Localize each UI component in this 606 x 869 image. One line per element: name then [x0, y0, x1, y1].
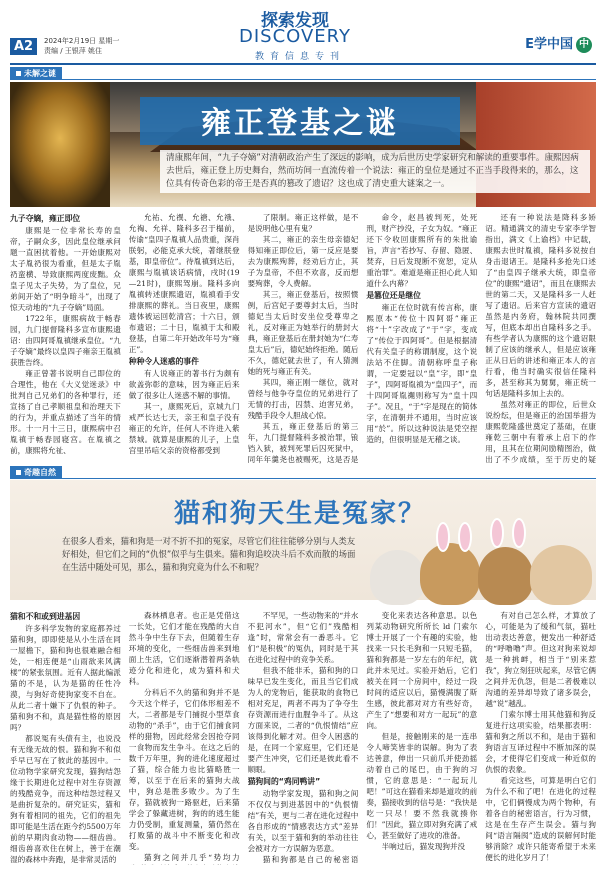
bunny-ear-icon	[512, 518, 526, 548]
article-title: 雍正登基之谜	[201, 106, 399, 141]
paragraph: 康熙是一位非常长寿的皇帝，子嗣众多，因此皇位继承问题一直困扰着他。一开始康熙对太子胤礽很为看重，但是太子胤礽蛮横、导致康熙两度废黜。众皇子见太子失势，为了皇位，兄弟间开始了“明争暗斗”，出现了惊天动地的“九子夺嫡”局面。	[10, 226, 121, 312]
paragraph: 动物学家发现，猫和狗之间不仅仅与到进基因中的“仇恨情结”有关，更与二者在进化过程中各自形成的“情感表达方式”差异有关，以至于猫和狗的举动往往会被对方一方误解为恶意。	[247, 789, 359, 853]
paragraph: 其三，雍正登基后，按照惯例，后宫妃子要尊封太后，当时德妃当太后时安坐位受尊卑之礼，反对雍正为她举行的册封大典，雍正登基后在册封她为“仁寿皇太后”后，德妃始终拒绝。随后不久，德妃就去世了，有人猜测她的死与雍正有关。	[247, 290, 359, 376]
article-title: 猫和狗天生是冤家？	[173, 499, 426, 529]
paragraph: 都说冤有头债有主，也说没有无缘无故的恨。猫和狗不和似乎早已写在了彼此的基因中。一位动物学家研究发现，猫狗结怨缘于长期进化过程中对生存资源的残酷竞争，而这种结怨过程又是曲折复杂的。研究证实，猫和狗有着相同的祖先，它们的祖先即可能是生活在距今约5500万年前的早期肉食动物——细齿兽。细齿兽喜欢住在树上，善于在潮湿的森林中奔跑，是非常灵活的	[10, 734, 121, 864]
paragraph: 雍正在位时就有传言称，康熙原本“传位十四阿哥”雍正将“十”字改成了“于”字，变成了“传位于四阿哥”。但是根据清代有关皇子的称谓制度，这个说法站不住脚。清朝称呼皇子称谓，一定要冠以“皇”字，即“皇子”，四阿哥胤禛为“皇四子”，而十四阿哥胤禵则称写为“皇十四子”。况且，“于”字是现在的简体字，在清朝并不通用，当时应该用“於”。所以这种说法是凭空捏造的，但很明显是无稽之谈。	[366, 303, 478, 444]
paragraph: 雍正曾著书说明自己即位的合理性，他在《大义觉迷录》中批判自己兄弟们的各种罪行，还宣扬了自己孝顺祖皇和治理天下的行为，并重点描述了当年的情形。十一月十三日，康熙病中召胤禛于畅春园寝宫。在胤禛之前，康熙将允祉、	[10, 369, 121, 455]
cat-image	[370, 550, 425, 605]
text-column	[129, 610, 240, 865]
text-column	[485, 610, 596, 865]
section-tag-mystery: 未解之谜	[10, 67, 62, 79]
brand-logo-icon: 中	[576, 37, 592, 53]
subheading: 九子夺嫡，雍正即位	[10, 214, 81, 223]
text-column	[129, 212, 240, 465]
paragraph: 其五，雍正登基后的第三年，九门提督隆科多被治罪，锒铛入狱，被判死罪后囚死狱中，同年年羹尧也被赐死，这是否是	[247, 422, 359, 464]
masthead	[0, 0, 606, 64]
masthead-rule	[10, 63, 596, 65]
article-lead: 清康熙年间，“九子夺嫡”对清朝政治产生了深远的影响，成为后世历史学家研究和解读的重要事件。康熙因病去世后，雍正登上历史舞台，然而坊间一直流传着一个说法：雍正的皇位是通过不正当手段得来的，那么，这位具有传奇色彩的帝王是否真的篡改了遗诏？这也成了清史重大谜案之一。	[160, 150, 590, 193]
bunny-ear-icon	[490, 518, 504, 548]
text-column	[366, 610, 477, 865]
section-divider	[10, 478, 596, 479]
text-column	[485, 212, 596, 465]
paragraph: 许多科学发物的家庭都养过猫和狗，即即使是从小生活在同一屋檐下，猫和狗也很难融合相处，一相连便是“山雨欲来风满楼”的紧张氛围。近有人据此编派猫的不是，认为是猫的任性冷漠，与狗好奇使狗家变不自在。从此二者十嫌下了仇恨的种子。猫和狗不和，真是猫性格的原因吗？	[10, 624, 121, 732]
paragraph: 命令，赵昌被判死，处死刑，财产抄没，子女为奴。“雍正还下令收回康熙所有的朱批谕旨，声言“若抄写、存留、隐匿、焚弃，日后发现断不宽恕，定从重治罪”。难道是雍正担心此人知道什么内幕？	[366, 213, 478, 288]
paragraph: 但我不能非禾，猫和狗的口味早已发生变化，而且当它们成为人的宠物后，能获取的食物已相对充足，两者不再为了争夺生存资源而进行血腥争斗了。从这方面来说，二者的“仇恨情结”应该得到化解才对。但令人困惑的是，在同一个家庭里，它们还是要产生冲突，它们还是彼此看不顺眼。	[247, 666, 359, 774]
paragraph: 猫狗之间并几乎“势均力	[143, 853, 240, 862]
issue-date: 2024年2月19日 星期一	[44, 37, 120, 45]
dog-image	[478, 547, 533, 605]
subheading: 种种令人迷惑的事件	[128, 357, 199, 366]
masthead-title-cn: 探索发现	[261, 11, 329, 31]
brand-name: E学中国	[525, 37, 573, 52]
paragraph: 猫和狗都是自己的秘密语	[262, 855, 359, 864]
paragraph: 分科后不久的猫和狗并不是今天这个样子，它们体形相差不大，二者都是专门捕捉小型草食动物的“杀手”，由于它们捕食同样的猎物，因此经常会因抢夺同一食物而发生争斗。在这之后的数千万年里，狗的进化速度超过了猫，综合能力也比猫略胜一筹，以至于在后来的猫狗大战中，狗总是胜多败少。为了生存，猫就被狗一路驱赶，后来猫学会了躲藏进树，狗的的逃生能力仍受制，重复测量，猫仍然在打败猫的战斗中不断变化和改变。	[128, 688, 240, 851]
paragraph: 有人说雍正的著书行为颇有欲盖弥彰的意味，因为雍正后来做了很多让人迷惑不解的事情。	[128, 369, 240, 400]
cat-image	[530, 545, 592, 605]
subheading: 是篡位还是继位	[366, 291, 421, 300]
masthead-title-en: DISCOVERY	[238, 26, 352, 47]
text-column	[248, 610, 359, 865]
pets-illustration	[370, 530, 595, 605]
paragraph: 其四，雍正刚一继位，就对曾经与他争夺皇位的兄弟进行了无情的打击，囚禁、迫害兄弟，残酷手段令人胆战心惊。	[247, 378, 359, 420]
paragraph: 还有一种说法是降科多矫诏。精通满文的清史专家李学智指出，满文《上谕档》中记载，康熙去世时胤禛，隆科多说按自身击退诸王。是隆科多抢先口述了“由皇四子继承大统，即皇帝位”的康熙“遗诏”，而且在康熙去世的第二天，又是隆科多一人赶写了遗诏。后来官方宣读的遗诏虽然是内务府，翰林院共同撰写，但底本却出自隆科多之手。有些学者认为康熙的这个遗诏限制了应该的继承人，但是应该雍正从日后的讲述和雍正本人的言行看，他当时确实很信任隆科多，甚至称其为舅舅，雍正统一句话是隆科多加上去的。	[485, 213, 596, 398]
paragraph: 1722年，康熙病故于畅春园，九门提督隆科多宣布康熙遗诏：由四阿哥胤禛继承皇位。“九子夺嫡”最终以皇四子雍亲王胤禛获胜告终。	[10, 314, 121, 367]
page-number: A2	[10, 38, 37, 55]
bronze-lion-image	[10, 82, 110, 207]
subheading: 猫狗间的“鸡同鸭讲”	[247, 777, 321, 786]
paragraph: 了限制。雍正这样做，是不是说明他心里有鬼？	[247, 213, 359, 233]
bunny-ear-icon	[436, 522, 450, 552]
text-column	[366, 212, 477, 465]
brand[interactable]	[525, 33, 592, 53]
text-column	[10, 212, 121, 465]
paragraph: 其二，雍正的亲生母亲德妃得知雍正即位后，第一反应是要去为康熙殉葬，经劝后方止，其子为皇帝，不但不欢喜，反而想要殉葬，令人费解。	[247, 235, 359, 288]
section-divider	[10, 79, 596, 80]
paragraph: 看完这些，可算是明白它们为什么不和了吧！在进化的过程中，它们俩慢成为两个物种，有着各自的秘密语言，行为习惯，这是在生存产生误会。猫与狗间“语言隔阂”造成的误解何时能够消除？或许只能寄希望于未来便长的进化岁月了！	[485, 776, 596, 862]
paragraph: 半响过后，猫发现狗并没	[381, 842, 466, 851]
paragraph: 有对自己怎么样，才算放了心，可能是为了缓和气氛，猫吐出动表达善意，便发出一种舒适的“呼噜噜”声。但这对狗来说却是一种挑衅，相当于“别来惹我”，狗立刻狂吠起来，尽管它俩之间并无仇怨，但是二者极难以沟通的差异却导致了诸多误会，越“说”越乱。	[485, 611, 596, 708]
paragraph: 虽然对雍正的即位，后世众说纷纭，但是雍正的治国举措为康熙乾隆盛世奠定了基础，在康雍乾三朝中有着承上启下的作用，且其在位期间励精图治，做出了不少成绩，至于历史的疑	[485, 400, 596, 464]
paragraph: 其一，康熙死后，京城九门戒严长达七天，亲王和皇子没有雍正的允许，任何人不许进入紫禁城。就算是康熙的儿子，上皇宫里吊唁父亲的资格都受到	[128, 402, 240, 455]
editor-credit: 责编 / 王银萍 姚住	[44, 47, 103, 55]
paragraph: 变化来表达各种意思。以色列某动物研究所所长 ld 门索尔博士开展了一个有趣的实验，他找来一只长毛狗和一只短毛猫，猫和狗都是一岁左右的年纪，就此并未见过。实验开始后，它们被关在同一个房间中，经过一段时间的适应以后，猫慢满腹了斯生感，彼此都对对方有些好奇，产生了“想要和对方一起玩”的意向。	[366, 611, 478, 730]
paragraph: 门索尔博士用其他猫和狗反复进行这项实验，结果都表明：猫和狗之所以不和，是由于猫和狗语言互译过程中不断加深的误会，才使得它们变成一种近似的仇恨的表象。	[485, 710, 596, 774]
paragraph: 但是，接触刚来的是一连串令人啼笑皆非的误解。狗为了表达善意，伸出一只前爪并使劲摇动着自己的尾巴，由于狗的习惯，它的意思是：“一起玩儿吧！”可这在猫看来却是道攻的前奏，猫接收到的信号是：“我快是吃一只尽！要不然我就揍你们！”因此，猫立即对狗充满了戒心，甚至做好了进攻的准备。	[366, 732, 478, 840]
section-tag-nature: 奇趣自然	[10, 466, 62, 478]
text-column	[248, 212, 359, 465]
paragraph: 允祐、允禩、允禟、允䄉、允裪、允祥、隆科多召于榻前，传谕“皇四子胤禛人品贵重，深肖朕躬，必能克承大统，著继朕登基，即皇帝位”。待胤禛到达后，康熙与胤禛谈话病情，戌时(19—21时)，康熙驾崩。隆科多向胤禛转述康熙遗诏，胤禛看手安排康熙的葬礼。当日夜里，康熙遗体被运回乾清宫；十六日，颁布遗诏；二十日，胤禛于太和殿登基，自第二年开始改年号为“雍正”。	[128, 213, 240, 354]
article-body	[10, 610, 596, 865]
subheading: 猫和不和或到进基因	[10, 612, 81, 621]
bunny-ear-icon	[458, 522, 472, 552]
article-lead: 在很多人看来，猫和狗是一对不折不扣的冤家，尽管它们往往能够分别与人类友好相处，但它们之间的“仇恨”似乎与生俱来。猫和狗追咬决斗后不欢而散的场面在生活中随处可见，那么，猫和狗究竟为什么不和呢？	[62, 536, 356, 572]
paragraph: 森林栖息者。也正是凭借这一长处，它们才能在残酷的大自然斗争中生存下去，但随着生存环境的变化，一些细齿兽来到地面上生活，它们逐渐潜着两条轨迹分化和进化，成为猫科和犬科。	[128, 611, 240, 686]
hero-image-palace	[10, 82, 596, 207]
text-column	[10, 610, 121, 865]
dog-image	[420, 543, 480, 605]
paragraph: 不罕见，一些动物来的“并水不犯河水”，但“它们”残酷相逢”时，常常会有一番恶斗。它们“是积极”的冤仇，同时是于其在进化过程中的竞争关系。	[247, 611, 359, 664]
article-body	[10, 212, 596, 465]
masthead-subtitle: 教育信息专刊	[254, 52, 345, 62]
